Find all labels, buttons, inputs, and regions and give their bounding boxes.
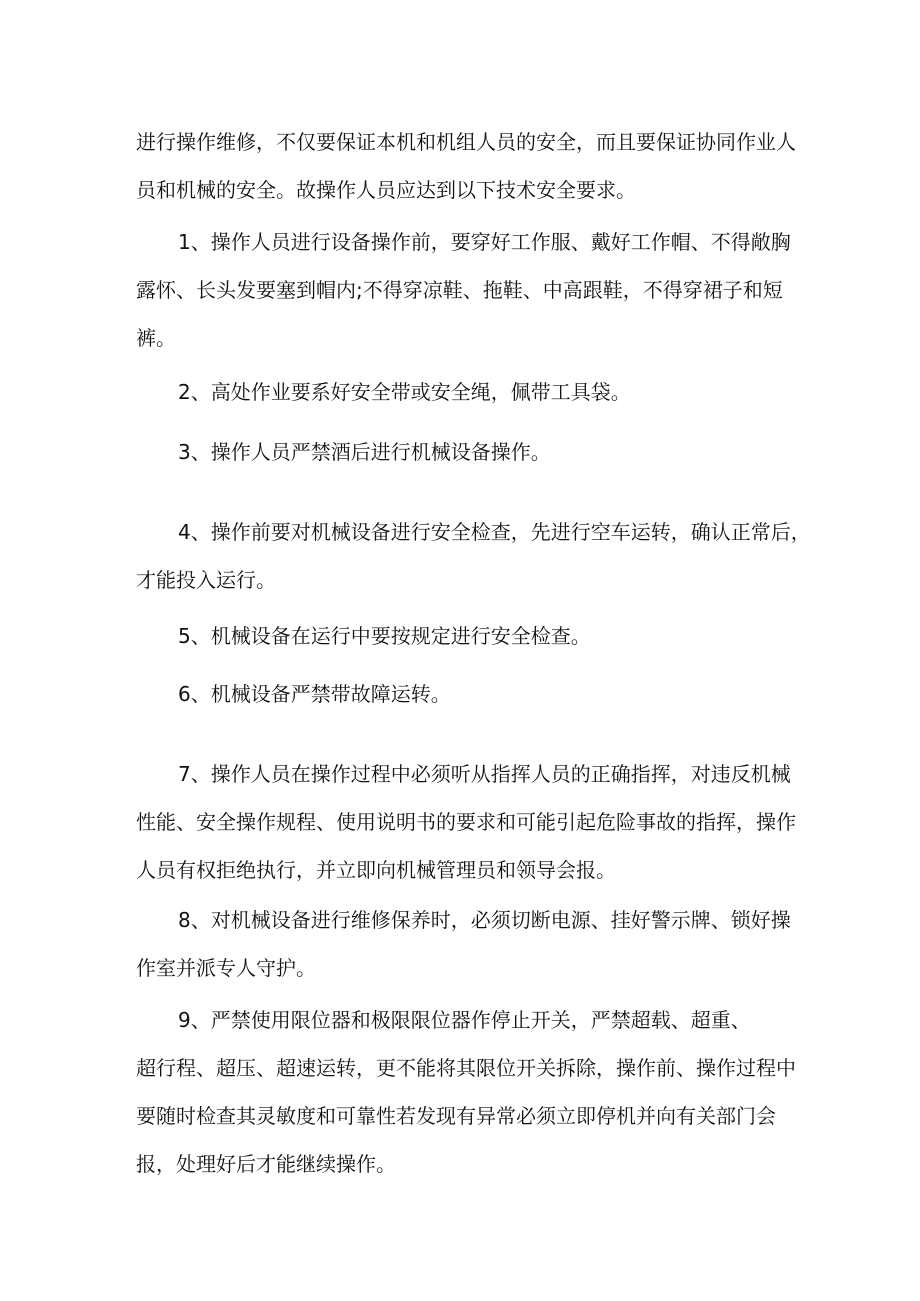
text-line: 报，处理好后才能继续操作。 (136, 1152, 396, 1176)
text-line: 才能投入运行。 (136, 568, 276, 592)
text-line: 进行操作维修，不仅要保证本机和机组人员的安全，而且要保证协同作业人 (136, 130, 796, 154)
text-line: 1、操作人员进行设备操作前，要穿好工作服、戴好工作帽、不得敞胸 (178, 230, 791, 254)
text-line: 作室并派专人守护。 (136, 956, 316, 980)
text-line: 6、机械设备严禁带故障运转。 (178, 682, 451, 706)
text-line: 7、操作人员在操作过程中必须听从指挥人员的正确指挥，对违反机械 (178, 762, 791, 786)
text-line: 4、操作前要对机械设备进行安全检查，先进行空车运转，确认正常后， (178, 520, 811, 544)
text-line: 3、操作人员严禁酒后进行机械设备操作。 (178, 440, 551, 464)
text-line: 员和机械的安全。故操作人员应达到以下技术安全要求。 (136, 178, 636, 202)
text-line: 8、对机械设备进行维修保养时，必须切断电源、挂好警示牌、锁好操 (178, 908, 791, 932)
text-line: 5、机械设备在运行中要按规定进行安全检查。 (178, 624, 591, 648)
text-line: 超行程、超压、超速运转，更不能将其限位开关拆除，操作前、操作过程中 (136, 1056, 796, 1080)
text-line: 9、严禁使用限位器和极限限位器作停止开关，严禁超载、超重、 (178, 1008, 751, 1032)
text-line: 露怀、长头发要塞到帽内;不得穿凉鞋、拖鞋、中高跟鞋，不得穿裙子和短 (136, 278, 783, 302)
text-line: 性能、安全操作规程、使用说明书的要求和可能引起危险事故的指挥，操作 (136, 810, 796, 834)
text-line: 裤。 (136, 326, 176, 350)
text-line: 要随时检查其灵敏度和可靠性若发现有异常必须立即停机并向有关部门会 (136, 1104, 776, 1128)
text-line: 人员有权拒绝执行，并立即向机械管理员和领导会报。 (136, 858, 616, 882)
text-line: 2、高处作业要系好安全带或安全绳，佩带工具袋。 (178, 380, 631, 404)
